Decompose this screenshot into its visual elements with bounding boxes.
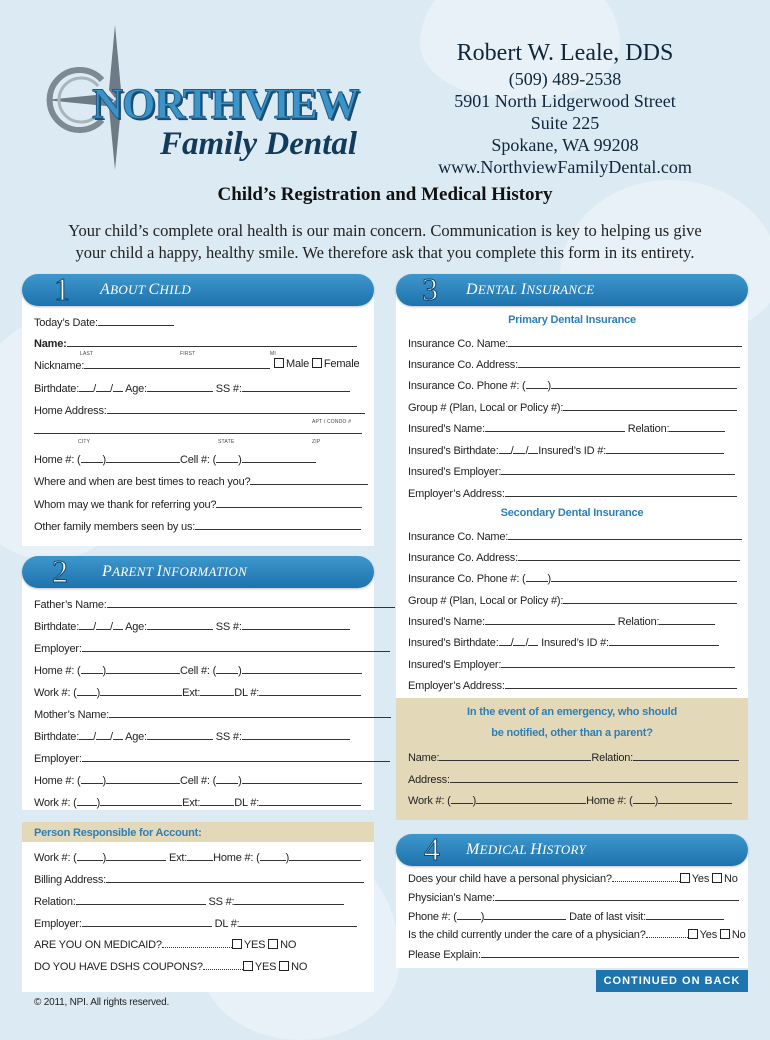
primary-group-field[interactable]: Group # (Plan, Local or Policy #): (408, 400, 737, 414)
logo-family-dental: Family Dental (160, 126, 358, 162)
father-phones-field[interactable]: Home #: ( ) Cell #: ( ) (34, 663, 362, 677)
relation-ss-field[interactable]: Relation: SS #: (34, 894, 344, 908)
mother-birthdate-field[interactable]: Birthdate: / / Age: SS #: (34, 729, 350, 743)
todays-date-field[interactable]: Today’s Date: (34, 315, 174, 329)
employer-dl-field[interactable]: Employer: DL #: (34, 916, 357, 930)
section-4-header (396, 831, 748, 867)
best-times-field[interactable]: Where and when are best times to reach you? (34, 474, 368, 488)
primary-insured-name-field[interactable]: Insured’s Name: Relation: (408, 421, 725, 435)
mothers-name-field[interactable]: Mother’s Name: (34, 707, 391, 721)
section-1-number: 1 (54, 271, 70, 307)
under-care-no-checkbox[interactable] (720, 929, 730, 939)
doctor-name: Robert W. Leale, DDS (456, 40, 674, 66)
primary-insurance-heading: Primary Dental Insurance (508, 314, 636, 326)
primary-ins-address-field[interactable]: Insurance Co. Address: (408, 357, 740, 371)
section-3-title: DENTAL INSURANCE (466, 281, 595, 298)
primary-employer-address-field[interactable]: Employer’s Address: (408, 486, 737, 500)
nickname-field[interactable]: Nickname: (34, 358, 270, 372)
first-caption: FIRST (180, 351, 196, 357)
practice-city: Spokane, WA 99208 (491, 135, 639, 155)
continued-on-back-label: CONTINUED ON BACK (596, 970, 748, 992)
mother-employer-field[interactable]: Employer: (34, 751, 390, 765)
physician-phone-field[interactable]: Phone #: ( ) Date of last visit: (408, 909, 724, 923)
secondary-insured-employer-field[interactable]: Insured’s Employer: (408, 657, 735, 671)
section-4-title: MEDICAL HISTORY (466, 841, 587, 858)
father-birthdate-field[interactable]: Birthdate: / / Age: SS #: (34, 619, 350, 633)
intro-line-1: Your child’s complete oral health is our main concern. Communication is key to helping us give (68, 221, 702, 240)
city-caption: CITY (78, 439, 91, 445)
child-name-field[interactable]: Name: (34, 336, 357, 350)
emergency-heading-2: be notified, other than a parent? (491, 727, 653, 739)
secondary-ins-phone-field[interactable]: Insurance Co. Phone #: ( ) (408, 571, 737, 585)
secondary-employer-address-field[interactable]: Employer’s Address: (408, 678, 737, 692)
dshs-no-checkbox[interactable] (279, 961, 289, 971)
please-explain-field[interactable]: Please Explain: (408, 947, 739, 961)
secondary-insured-name-field[interactable]: Insured’s Name: Relation: (408, 614, 715, 628)
section-2-header (22, 553, 374, 589)
female-checkbox[interactable] (312, 358, 322, 368)
practice-suite: Suite 225 (530, 113, 600, 133)
section-1-header (22, 271, 374, 307)
dshs-question[interactable]: DO YOU HAVE DSHS COUPONS? YES NO (34, 961, 308, 973)
secondary-ins-name-field[interactable]: Insurance Co. Name: (408, 529, 742, 543)
section-2-title: PARENT INFORMATION (102, 563, 248, 580)
secondary-insured-birth-field[interactable]: Insured’s Birthdate: / / Insured’s ID #: (408, 635, 719, 649)
apt-caption: APT / CONDO # (312, 419, 352, 425)
section-1-title: ABOUT CHILD (100, 281, 192, 298)
section-3-number: 3 (422, 271, 438, 307)
mother-work-field[interactable]: Work #: ( ) Ext: DL #: (34, 795, 361, 809)
physician-no-checkbox[interactable] (712, 873, 722, 883)
primary-insured-employer-field[interactable]: Insured’s Employer: (408, 464, 735, 478)
fathers-name-field[interactable]: Father’s Name: (34, 597, 395, 611)
copyright: © 2011, NPI. All rights reserved. (34, 997, 170, 1008)
state-caption: STATE (218, 439, 235, 445)
primary-ins-phone-field[interactable]: Insurance Co. Phone #: ( ) (408, 378, 737, 392)
emergency-heading-1: In the event of an emergency, who should (467, 706, 677, 718)
zip-caption: ZIP (312, 439, 321, 445)
mother-phones-field[interactable]: Home #: ( ) Cell #: ( ) (34, 773, 362, 787)
primary-insured-birth-field[interactable]: Insured’s Birthdate: / / Insured’s ID #: (408, 443, 724, 457)
personal-physician-question[interactable]: Does your child have a personal physician? Yes No (408, 873, 738, 885)
intro-text (0, 220, 770, 264)
other-family-field[interactable]: Other family members seen by us: (34, 519, 361, 533)
logo-northview: NORTHVIEW (92, 81, 359, 128)
address-line-2[interactable] (34, 423, 362, 437)
mi-caption: MI (270, 351, 276, 357)
billing-address-field[interactable]: Billing Address: (34, 872, 364, 886)
gender-options[interactable]: Male Female (274, 358, 359, 370)
child-phones-field[interactable]: Home #: ( ) Cell #: ( ) (34, 452, 316, 466)
responsible-phones-field[interactable]: Work #: ( ) Ext: Home #: ( ) (34, 850, 361, 864)
section-3-header (396, 271, 748, 307)
practice-contact (420, 38, 710, 178)
emergency-phones-field[interactable]: Work #: ( ) Home #: ( ) (408, 793, 732, 807)
medicaid-no-checkbox[interactable] (268, 939, 278, 949)
last-caption: LAST (80, 351, 94, 357)
medicaid-yes-checkbox[interactable] (232, 939, 242, 949)
physician-yes-checkbox[interactable] (680, 873, 690, 883)
father-employer-field[interactable]: Employer: (34, 641, 390, 655)
practice-street: 5901 North Lidgerwood Street (454, 91, 676, 111)
secondary-ins-address-field[interactable]: Insurance Co. Address: (408, 550, 740, 564)
child-birthdate-field[interactable]: Birthdate: / / Age: SS #: (34, 381, 350, 395)
physician-name-field[interactable]: Physician’s Name: (408, 890, 739, 904)
emergency-address-field[interactable]: Address: (408, 772, 738, 786)
father-work-field[interactable]: Work #: ( ) Ext: DL #: (34, 685, 361, 699)
practice-website: www.NorthviewFamilyDental.com (438, 157, 692, 177)
under-care-question[interactable]: Is the child currently under the care of a physician? Yes No (408, 929, 746, 941)
under-care-yes-checkbox[interactable] (688, 929, 698, 939)
medicaid-question[interactable]: ARE YOU ON MEDICAID? YES NO (34, 939, 297, 951)
intro-line-2: your child a happy, healthy smile. We therefore ask that you complete this form in its entirety. (75, 243, 695, 262)
section-4-number: 4 (424, 831, 440, 867)
practice-phone: (509) 489-2538 (508, 69, 622, 89)
dshs-yes-checkbox[interactable] (243, 961, 253, 971)
primary-ins-name-field[interactable]: Insurance Co. Name: (408, 336, 742, 350)
form-title: Child’s Registration and Medical History (217, 184, 553, 205)
secondary-insurance-heading: Secondary Dental Insurance (500, 507, 644, 519)
home-address-field[interactable]: Home Address: (34, 403, 365, 417)
responsible-heading: Person Responsible for Account: (34, 827, 202, 839)
section-2-number: 2 (52, 553, 68, 589)
male-checkbox[interactable] (274, 358, 284, 368)
secondary-group-field[interactable]: Group # (Plan, Local or Policy #): (408, 593, 737, 607)
referring-field[interactable]: Whom may we thank for referring you? (34, 497, 362, 511)
emergency-name-field[interactable]: Name: Relation: (408, 750, 739, 764)
